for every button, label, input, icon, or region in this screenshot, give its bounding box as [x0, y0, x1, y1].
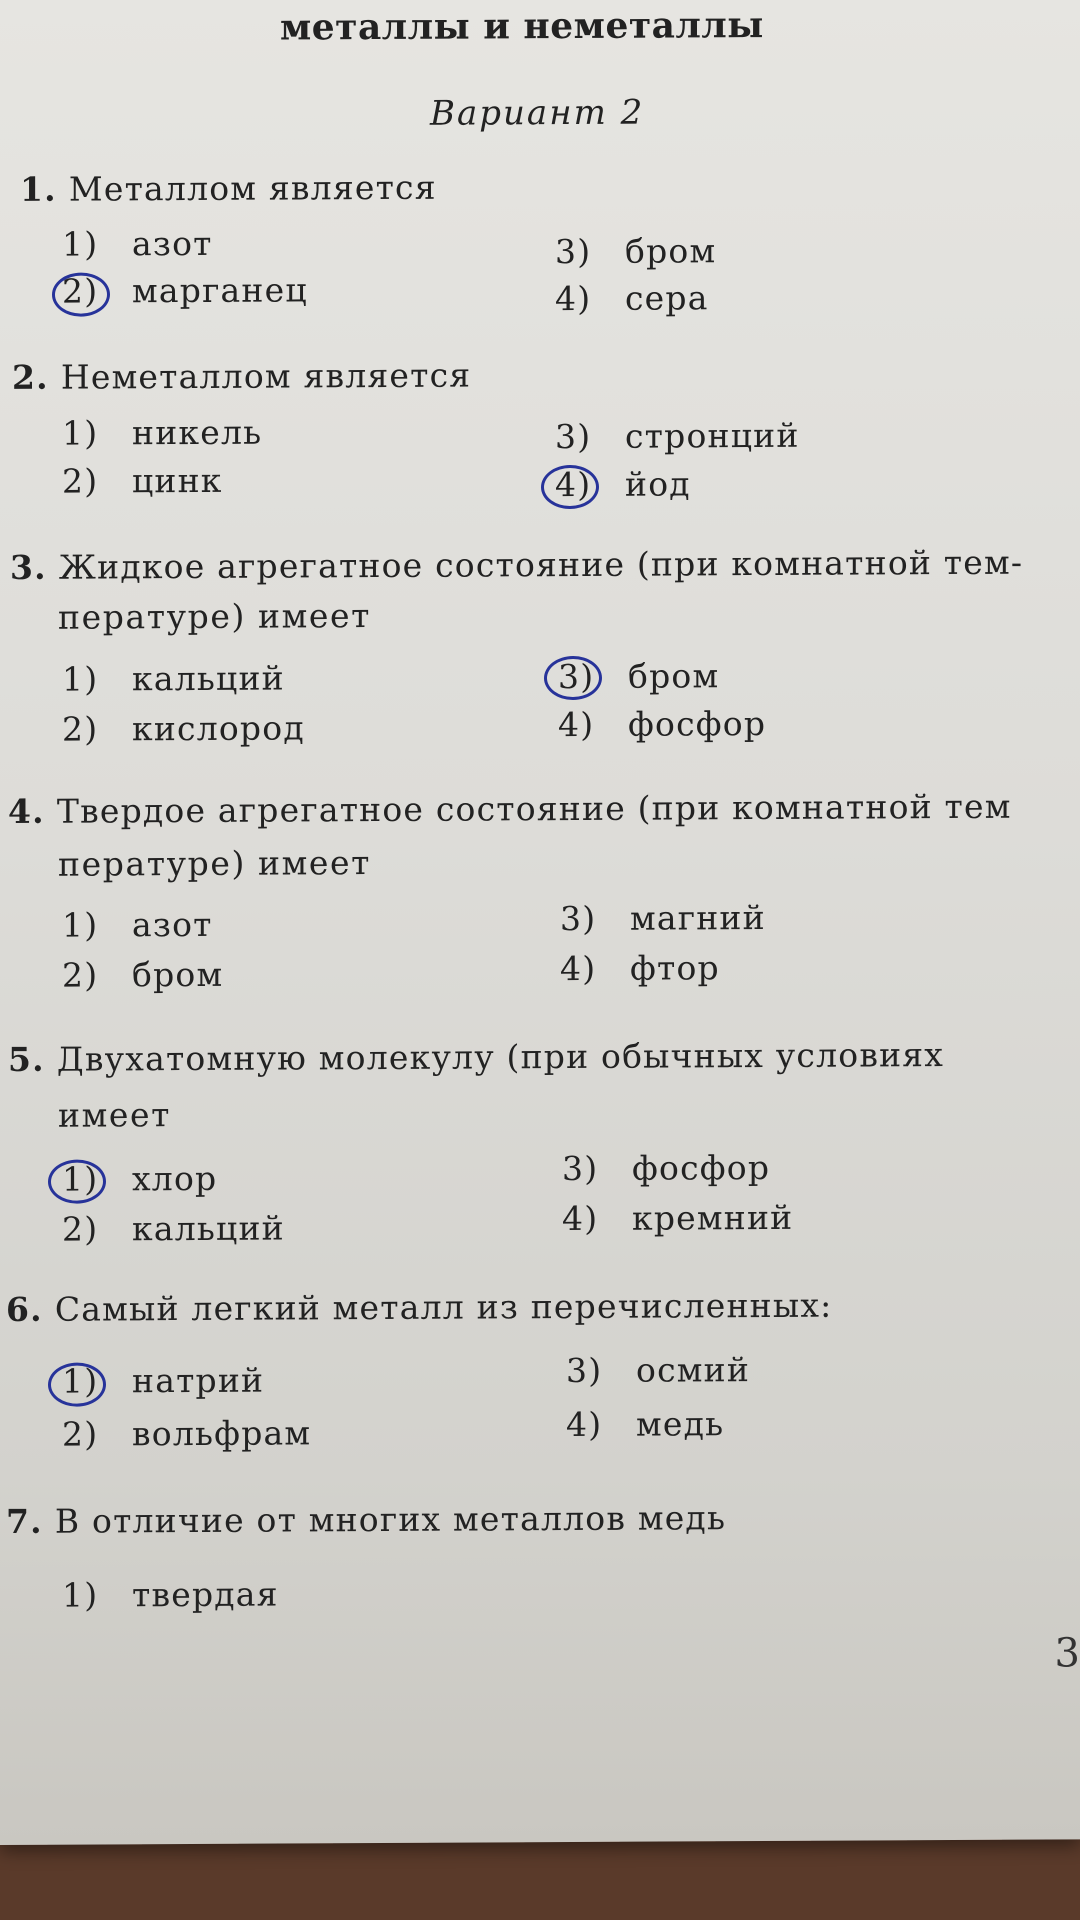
question-3-continued: пературе) имеет: [58, 596, 371, 637]
question-number: 7.: [6, 1501, 43, 1541]
question-number: 4.: [8, 791, 45, 831]
q3-option-4[interactable]: 4) фосфор: [558, 703, 767, 745]
q7-option-1[interactable]: 1) твердая: [62, 1574, 279, 1615]
question-1: [20, 168, 437, 209]
q5-option-1[interactable]: 1) хлор: [62, 1158, 218, 1199]
question-text: Твердое агрегатное состояние (при комнатной тем: [56, 786, 1012, 831]
question-number: 1.: [20, 169, 57, 209]
selected-answer-circle: [541, 465, 599, 509]
question-4-continued: пературе) имеет: [58, 843, 371, 884]
selected-answer-circle: [544, 656, 602, 700]
q6-option-2[interactable]: 2) вольфрам: [62, 1413, 312, 1454]
q4-option-2[interactable]: 2) бром: [62, 954, 224, 995]
question-text: Металлом является: [68, 167, 437, 209]
variant-label: Вариант 2: [430, 92, 645, 134]
question-text: Самый легкий металл из перечисленных:: [54, 1285, 833, 1329]
question-number: 3.: [10, 547, 47, 587]
q4-option-4[interactable]: 4) фтор: [560, 948, 720, 989]
q1-option-2[interactable]: 2) марганец: [62, 270, 308, 311]
question-text: Неметаллом является: [60, 355, 472, 397]
selected-answer-circle: [48, 1362, 106, 1406]
section-title: металлы и неметаллы: [280, 4, 764, 49]
q2-option-1[interactable]: 1) никель: [62, 412, 263, 453]
question-text: Жидкое агрегатное состояние (при комнатной тем-: [58, 542, 1024, 587]
q5-option-2[interactable]: 2) кальций: [62, 1208, 285, 1249]
q1-option-3[interactable]: 3) бром: [555, 231, 717, 272]
q1-option-1[interactable]: 1) азот: [62, 223, 213, 264]
q3-option-3[interactable]: 3) бром: [558, 656, 720, 697]
question-5: [8, 1035, 944, 1079]
question-5-continued: имеет: [58, 1095, 171, 1135]
q2-option-4[interactable]: 4) йод: [555, 464, 691, 505]
question-number: 5.: [8, 1039, 45, 1079]
q2-option-2[interactable]: 2) цинк: [62, 460, 223, 501]
selected-answer-circle: [48, 1159, 106, 1203]
q4-option-3[interactable]: 3) магний: [560, 897, 766, 939]
q3-option-2[interactable]: 2) кислород: [62, 708, 305, 749]
question-number: 2.: [12, 357, 49, 397]
question-text: В отличие от многих металлов медь: [54, 1498, 727, 1541]
q6-option-4[interactable]: 4) медь: [566, 1404, 725, 1445]
question-6: [6, 1286, 832, 1329]
q6-option-1[interactable]: 1) натрий: [62, 1360, 265, 1401]
q1-option-4[interactable]: 4) сера: [555, 278, 709, 319]
q4-option-1[interactable]: 1) азот: [62, 904, 213, 945]
question-3: [10, 543, 1023, 587]
q3-option-1[interactable]: 1) кальций: [62, 658, 285, 699]
question-text: Двухатомную молекулу (при обычных условиях: [56, 1035, 945, 1079]
selected-answer-circle: [52, 272, 110, 316]
question-7: [6, 1498, 726, 1541]
page-number-fragment: 3: [1054, 1630, 1080, 1677]
q2-option-3[interactable]: 3) стронций: [555, 415, 800, 457]
q6-option-3[interactable]: 3) осмий: [566, 1350, 751, 1391]
question-number: 6.: [6, 1289, 43, 1329]
question-2: [12, 356, 471, 397]
question-4: [8, 787, 1012, 831]
q5-option-3[interactable]: 3) фосфор: [562, 1147, 771, 1189]
q5-option-4[interactable]: 4) кремний: [562, 1197, 794, 1239]
